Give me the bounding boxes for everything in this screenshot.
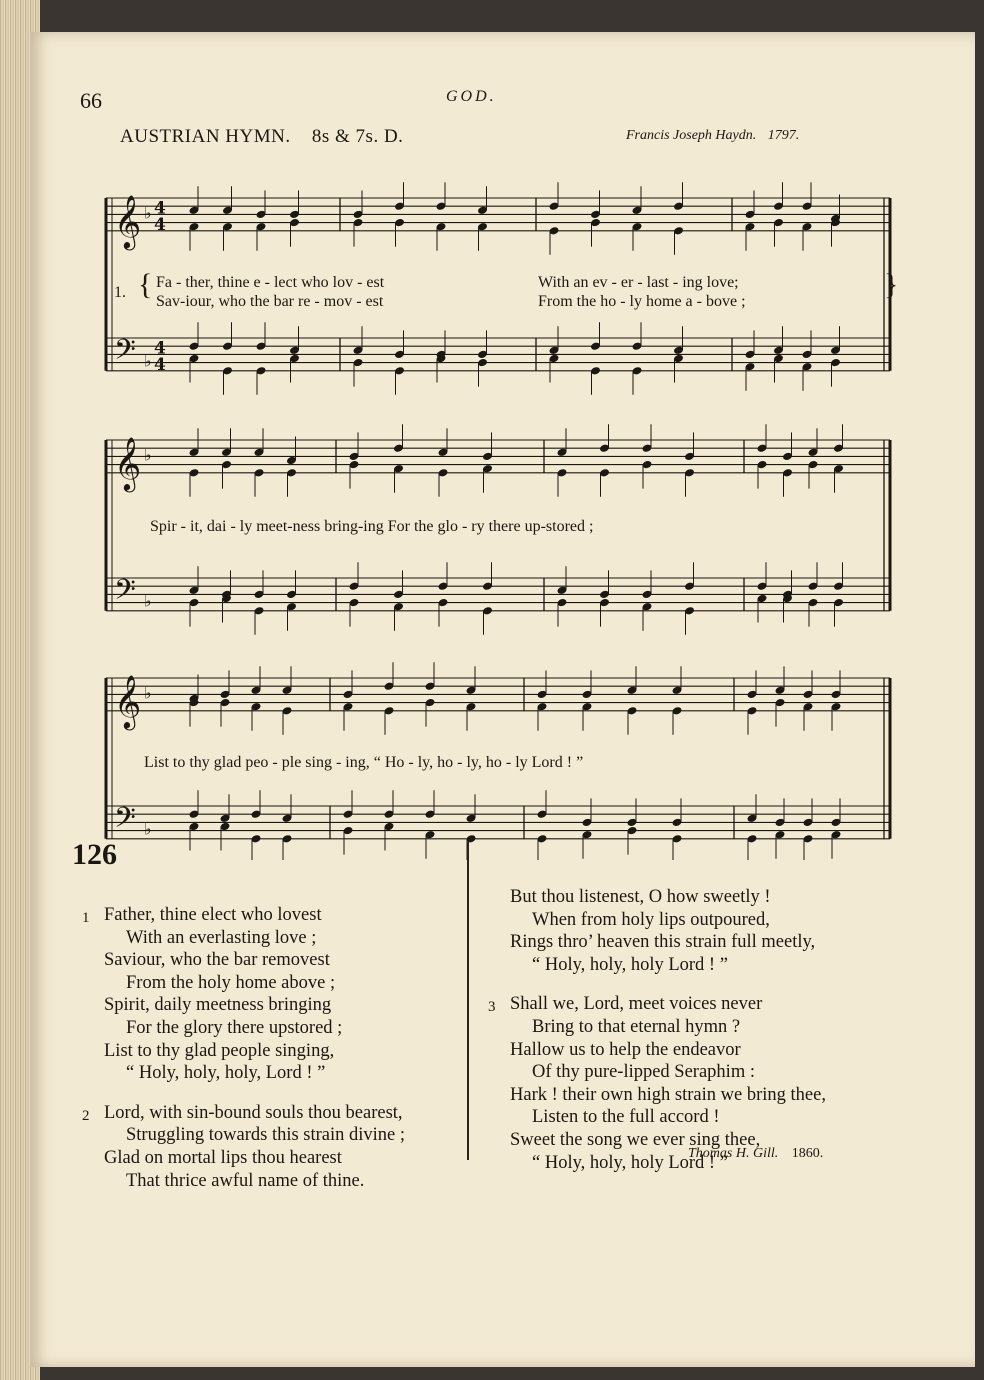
stanza-number: 3: [488, 999, 496, 1016]
stanza-line: Hallow us to help the endeavor: [510, 1039, 741, 1060]
stanza-line: When from holy lips outpoured,: [532, 909, 770, 930]
flat-icon: ♭: [144, 591, 152, 611]
flat-icon: ♭: [144, 203, 152, 223]
time-signature: 4: [154, 338, 166, 359]
lyric-line-1a: Fa - ther, thine e - lect who lov - est: [156, 274, 385, 291]
hymn-text-right-column: [488, 886, 826, 1174]
stanza-line: Glad on mortal lips thou hearest: [104, 1147, 342, 1168]
stanza-line: Father, thine elect who lovest: [104, 905, 322, 925]
treble-clef-icon: 𝄞: [114, 673, 142, 728]
tune-name: AUSTRIAN HYMN.: [120, 126, 291, 147]
flat-icon: ♭: [144, 683, 152, 703]
stanza-line: But thou listenest, O how sweetly !: [510, 887, 771, 907]
bass-clef-icon: 𝄢: [114, 573, 136, 614]
stanza: [510, 886, 826, 976]
stanza-line: From the holy home above ;: [126, 972, 336, 993]
lyric-line-1b: With an ev - er - last - ing love;: [538, 274, 739, 291]
stanza-line: Bring to that eternal hymn ?: [532, 1016, 741, 1037]
time-signature: 4: [154, 214, 166, 235]
composer-name: Francis Joseph Haydn.: [626, 128, 757, 143]
hymn-text-left-column: [82, 904, 406, 1192]
time-signature: 4: [154, 354, 166, 375]
stanza-line: Sweet the song we ever sing thee,: [510, 1129, 761, 1150]
author-name: Thomas H. Gill.: [688, 1146, 779, 1161]
stanza-line: Spirit, daily meetness bringing: [104, 995, 332, 1016]
treble-clef-icon: 𝄞: [114, 193, 142, 248]
page-number: 66: [80, 88, 102, 113]
stanza-number: 2: [82, 1107, 90, 1124]
lyric-system-2: Spir - it, dai - ly meet-ness bring-ing For the glo - ry there up-stored ;: [150, 518, 594, 535]
stanza-line: List to thy glad people singing,: [104, 1040, 335, 1061]
flat-icon: ♭: [144, 351, 152, 371]
bass-clef-icon: 𝄢: [114, 333, 136, 374]
flat-icon: ♭: [144, 819, 152, 839]
stanza-line: For the glory there upstored ;: [126, 1017, 343, 1038]
stanza-line: Struggling towards this strain divine ;: [126, 1125, 406, 1146]
stanza-line: “ Holy, holy, holy Lord ! ”: [532, 954, 728, 975]
stanza-line: Shall we, Lord, meet voices never: [510, 994, 763, 1015]
stanza-line: “ Holy, holy, holy Lord ! ”: [532, 1152, 728, 1173]
running-title: GOD.: [446, 88, 497, 105]
stanza-line: Of thy pure-lipped Seraphim :: [532, 1062, 755, 1083]
lyric-system-3: List to thy glad peo - ple sing - ing, “ Ho - ly, ho - ly, ho - ly Lord ! ”: [144, 754, 584, 771]
stanza-number: 1: [82, 910, 90, 926]
left-brace: {: [138, 268, 153, 301]
author-credit: [688, 1146, 823, 1162]
stanza-line: Hark ! their own high strain we bring thee,: [510, 1084, 826, 1105]
composer-year: 1797.: [767, 128, 800, 143]
bass-clef-icon: 𝄢: [114, 801, 136, 842]
music-verse-number: 1.: [114, 284, 126, 301]
stanza-line: Rings thro’ heaven this strain full meetly,: [510, 932, 816, 953]
stanza: [82, 904, 405, 1085]
author-year: 1860.: [791, 1146, 824, 1161]
tune-meter: 8s & 7s. D.: [311, 126, 404, 147]
stanza-line: Saviour, who the bar removest: [104, 950, 330, 971]
time-signature: 4: [154, 198, 166, 219]
stanza-line: Listen to the full accord !: [532, 1107, 720, 1128]
stanza-line: “ Holy, holy, holy, Lord ! ”: [126, 1063, 326, 1084]
flat-icon: ♭: [144, 445, 152, 465]
lyric-line-2a: Sav-iour, who the bar re - mov - est: [156, 293, 384, 310]
stanza: [82, 1102, 406, 1192]
column-divider: [467, 842, 469, 1160]
stanza-line: That thrice awful name of thine.: [126, 1170, 365, 1191]
stanza-line: With an everlasting love ;: [126, 927, 317, 948]
right-brace: }: [884, 268, 899, 301]
hymn-number: 126: [72, 838, 117, 871]
lyric-line-2b: From the ho - ly home a - bove ;: [538, 293, 746, 310]
stanza-line: Lord, with sin-bound souls thou bearest,: [104, 1102, 403, 1123]
treble-clef-icon: 𝄞: [114, 435, 142, 490]
